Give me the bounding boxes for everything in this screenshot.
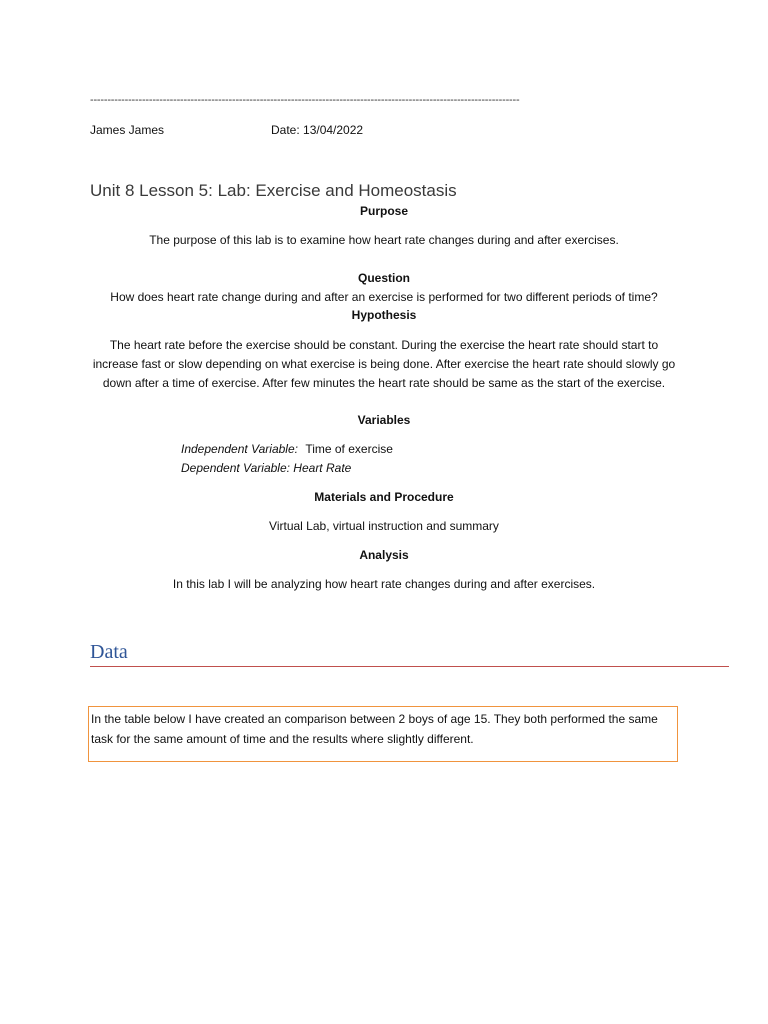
analysis-heading: Analysis	[359, 548, 409, 562]
data-text-box[interactable]: In the table below I have created an comparison between 2 boys of age 15. They both performed the same task for the same amount of time and the results where slightly different.	[88, 706, 678, 762]
materials-text: Virtual Lab, virtual instruction and summary	[269, 519, 499, 533]
analysis-text: In this lab I will be analyzing how heart rate changes during and after exercises.	[172, 577, 596, 591]
data-heading-underline	[90, 666, 729, 667]
dependent-variable: Dependent Variable: Heart Rate	[181, 461, 352, 475]
document-title: Unit 8 Lesson 5: Lab: Exercise and Homeostasis	[90, 181, 457, 200]
materials-heading: Materials and Procedure	[314, 490, 454, 504]
data-section-heading: Data	[90, 641, 128, 663]
question-heading: Question	[357, 271, 410, 285]
hypothesis-heading: Hypothesis	[351, 308, 417, 322]
separator-line: ----------------------------------------------------------------------------------------------------------------------------	[90, 94, 520, 106]
independent-variable-value: Time of exercise	[305, 442, 393, 456]
question-text: How does heart rate change during and after an exercise is performed for two different periods of time?	[110, 290, 658, 304]
independent-variable-label: Independent Variable:	[181, 442, 298, 456]
author-name: James James	[90, 123, 165, 137]
hypothesis-text: The heart rate before the exercise should be constant. During the exercise the heart rate should start to increase fast or slow depending on what exercise is being done. After exercise the heart rate should slowly go down after a time of exercise. After few minutes the heart rate should be same as the start of the exercise.	[92, 338, 676, 390]
purpose-text: The purpose of this lab is to examine how heart rate changes during and after exercises.	[149, 233, 619, 247]
independent-variable	[181, 442, 393, 456]
purpose-heading: Purpose	[359, 204, 408, 218]
variables-heading: Variables	[357, 413, 411, 427]
document-date: Date: 13/04/2022	[271, 123, 364, 137]
